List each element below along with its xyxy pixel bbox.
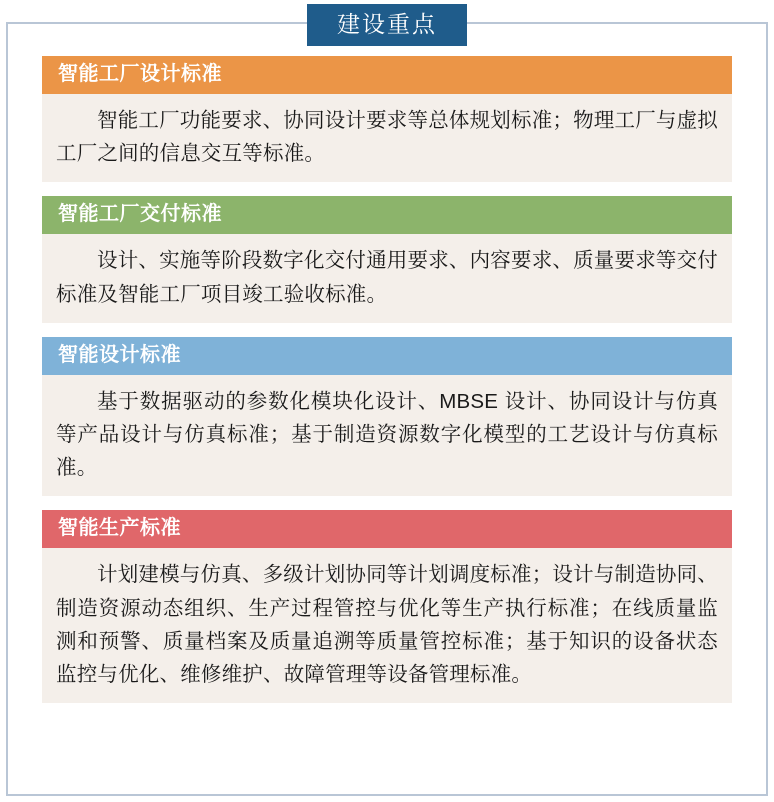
section-body-smart-design: 基于数据驱动的参数化模块化设计、MBSE 设计、协同设计与仿真等产品设计与仿真标准；基于制造资源数字化模型的工艺设计与仿真标准。	[42, 375, 732, 497]
sections-container	[0, 40, 774, 802]
section-body-smart-factory-delivery: 设计、实施等阶段数字化交付通用要求、内容要求、质量要求等交付标准及智能工厂项目竣工验收标准。	[42, 234, 732, 322]
section-smart-design	[42, 337, 732, 497]
section-smart-factory-design	[42, 56, 732, 182]
section-header-smart-production: 智能生产标准	[42, 510, 732, 548]
section-smart-production	[42, 510, 732, 703]
section-body-smart-production: 计划建模与仿真、多级计划协同等计划调度标准；设计与制造协同、制造资源动态组织、生产过程管控与优化等生产执行标准；在线质量监测和预警、质量档案及质量追溯等质量管控标准；基于知识的设备状态监控与优化、维修维护、故障管理等设备管理标准。	[42, 548, 732, 703]
section-header-smart-design: 智能设计标准	[42, 337, 732, 375]
page-title: 建设重点	[307, 4, 467, 46]
section-header-smart-factory-delivery: 智能工厂交付标准	[42, 196, 732, 234]
section-body-smart-factory-design: 智能工厂功能要求、协同设计要求等总体规划标准；物理工厂与虚拟工厂之间的信息交互等标准。	[42, 94, 732, 182]
section-smart-factory-delivery	[42, 196, 732, 322]
section-header-smart-factory-design: 智能工厂设计标准	[42, 56, 732, 94]
